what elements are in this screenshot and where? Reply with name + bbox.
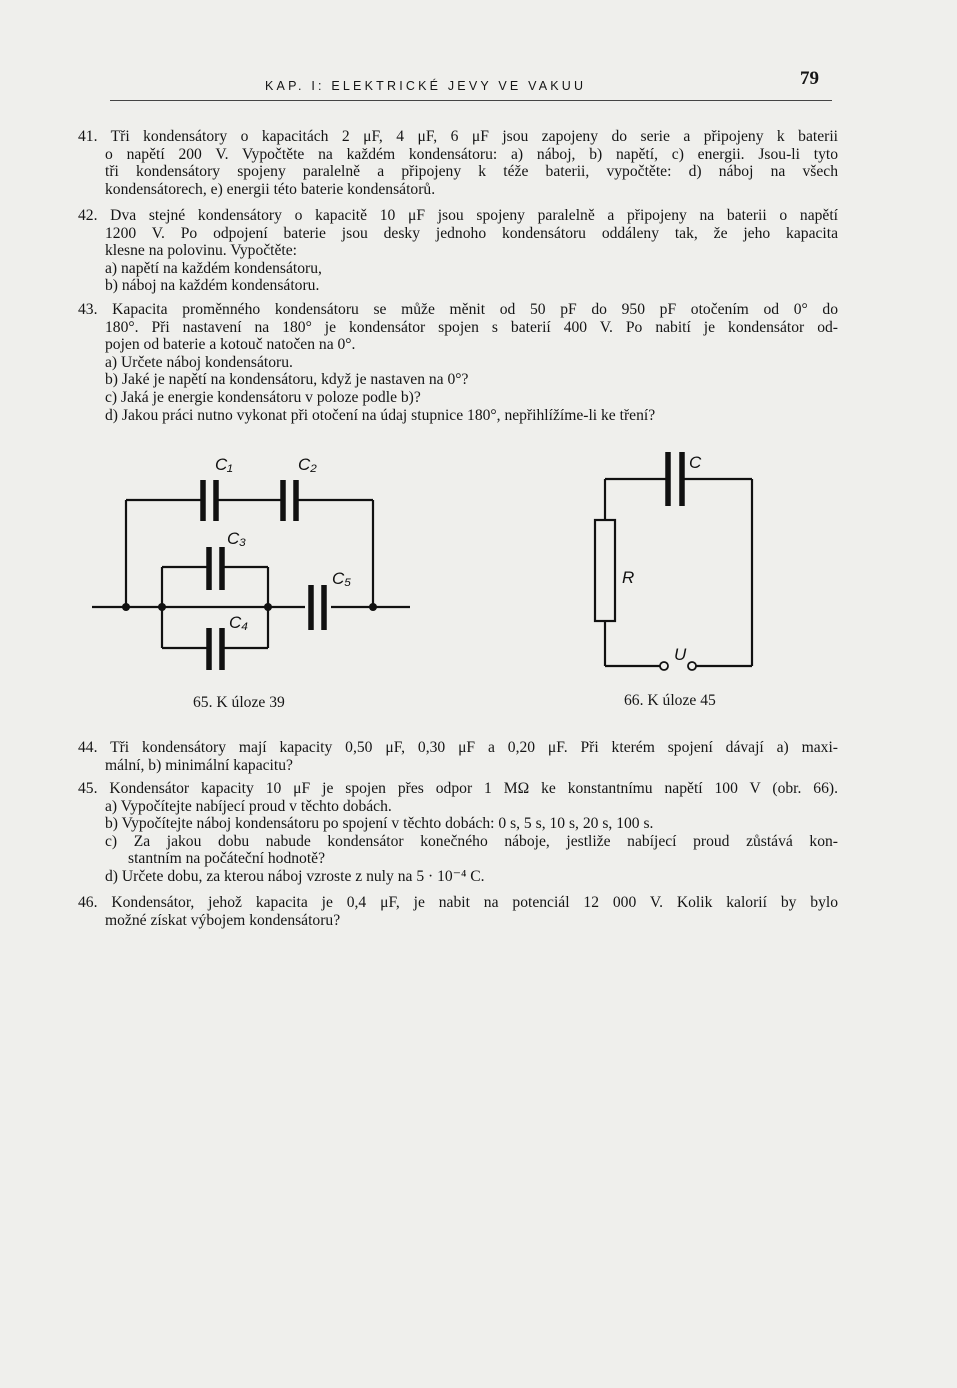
- problem-line: b) Jaké je napětí na kondensátoru, když je nastaven na 0°?: [105, 371, 469, 389]
- terminal: [660, 662, 668, 670]
- problem-line: 180°. Při nastavení na 180° je kondensátor spojen s baterií 400 V. Po nabití je kondensátor od-: [105, 318, 838, 336]
- junction-dot: [264, 603, 272, 611]
- junction-dot: [122, 603, 130, 611]
- figure-66-circuit: [595, 452, 752, 670]
- label-c1: C₁: [215, 455, 233, 474]
- problem-line: d) Určete dobu, za kterou náboj vzroste z nuly na 5 · 10⁻⁴ C.: [105, 867, 485, 885]
- problem-line: a) napětí na každém kondensátoru,: [105, 259, 322, 277]
- problem-line: tři kondensátory spojeny paralelně a připojeny k téže baterii, vypočtěte: d) náboj na všech: [105, 163, 838, 181]
- problem-46: [78, 894, 838, 929]
- junction-dot: [158, 603, 166, 611]
- problem-line: a) Určete náboj kondensátoru.: [105, 353, 293, 371]
- problem-44: [78, 739, 838, 774]
- problem-line: b) náboj na každém kondensátoru.: [105, 277, 320, 295]
- problem-line: klesne na polovinu. Vypočtěte:: [105, 242, 297, 260]
- figure-66-caption: 66. K úloze 45: [624, 692, 716, 709]
- junction-dot: [369, 603, 377, 611]
- capacitor-c2-symbol: [283, 480, 296, 521]
- running-head: KAP. I: ELEKTRICKÉ JEVY VE VAKUU: [265, 79, 587, 93]
- problem-line: a) Vypočítejte nabíjecí proud v těchto dobách.: [105, 797, 392, 815]
- problem-line: 44. Tři kondensátory mají kapacity 0,50 μF, 0,30 μF a 0,20 μF. Při kterém spojení dávají a) maxi-: [78, 739, 838, 756]
- capacitor-c4-symbol: [209, 628, 222, 670]
- label-u: U: [674, 645, 687, 664]
- problem-line: c) Za jakou dobu nabude kondensátor konečného náboje, jestliže nabíjecí proud zůstává kon-: [105, 832, 838, 850]
- problem-line: 43. Kapacita proměnného kondensátoru se může měnit od 50 pF do 950 pF otočením od 0° do: [78, 301, 838, 318]
- problem-line: pojen od baterie a kotouč natočen na 0°.: [105, 336, 356, 354]
- label-c5: C₅: [332, 569, 352, 588]
- problem-line: kondensátorech, e) energii této baterie kondensátorů.: [105, 180, 436, 198]
- problem-line: mální, b) minimální kapacitu?: [105, 756, 293, 774]
- problem-line: 41. Tři kondensátory o kapacitách 2 μF, 4 μF, 6 μF jsou zapojeny do serie a připojeny k baterii: [78, 128, 838, 145]
- capacitor-c3-symbol: [209, 547, 222, 590]
- capacitor-c5-symbol: [311, 585, 324, 630]
- problem-line: d) Jakou práci nutno vykonat při otočení na údaj stupnice 180°, nepřihlížíme-li ke tření?: [105, 406, 656, 424]
- problem-line: 46. Kondensátor, jehož kapacita je 0,4 μF, je nabit na potenciál 12 000 V. Kolik kalorií by bylo: [78, 894, 838, 911]
- problem-line: možné získat výbojem kondensátoru?: [105, 911, 341, 929]
- problem-line: 42. Dva stejné kondensátory o kapacitě 10 μF jsou spojeny paralelně a připojeny na baterii o napětí: [78, 207, 838, 224]
- terminal: [688, 662, 696, 670]
- capacitor-c-symbol: [668, 452, 682, 506]
- problem-line: 1200 V. Po odpojení baterie jsou desky jednoho kondensátoru oddáleny tak, že jeho kapacita: [105, 224, 838, 242]
- problem-line: c) Jaká je energie kondensátoru v poloze podle b)?: [105, 388, 421, 406]
- label-c4: C₄: [229, 613, 249, 632]
- label-r: R: [622, 568, 635, 587]
- problem-45: [78, 780, 838, 886]
- problem-line: b) Vypočítejte náboj kondensátoru po spojení v těchto dobách: 0 s, 5 s, 10 s, 20 s, 100 s.: [105, 815, 654, 833]
- resistor-r-symbol: [595, 520, 615, 621]
- problem-line: o napětí 200 V. Vypočtěte na každém kondensátoru: a) náboj, b) napětí, c) energii. Jsou-li tyto: [105, 145, 838, 163]
- label-c2: C₂: [298, 455, 317, 474]
- label-c3: C₃: [227, 529, 247, 548]
- figure-65-circuit: [92, 480, 410, 670]
- figure-65-caption: 65. K úloze 39: [193, 694, 285, 711]
- problem-line: stantním na počáteční hodnotě?: [128, 850, 326, 868]
- capacitor-c1-symbol: [203, 480, 216, 521]
- problem-line: 45. Kondensátor kapacity 10 μF je spojen přes odpor 1 MΩ ke konstantnímu napětí 100 V (obr. 66).: [78, 780, 838, 797]
- page-number: 79: [800, 68, 819, 89]
- label-c: C: [689, 453, 702, 472]
